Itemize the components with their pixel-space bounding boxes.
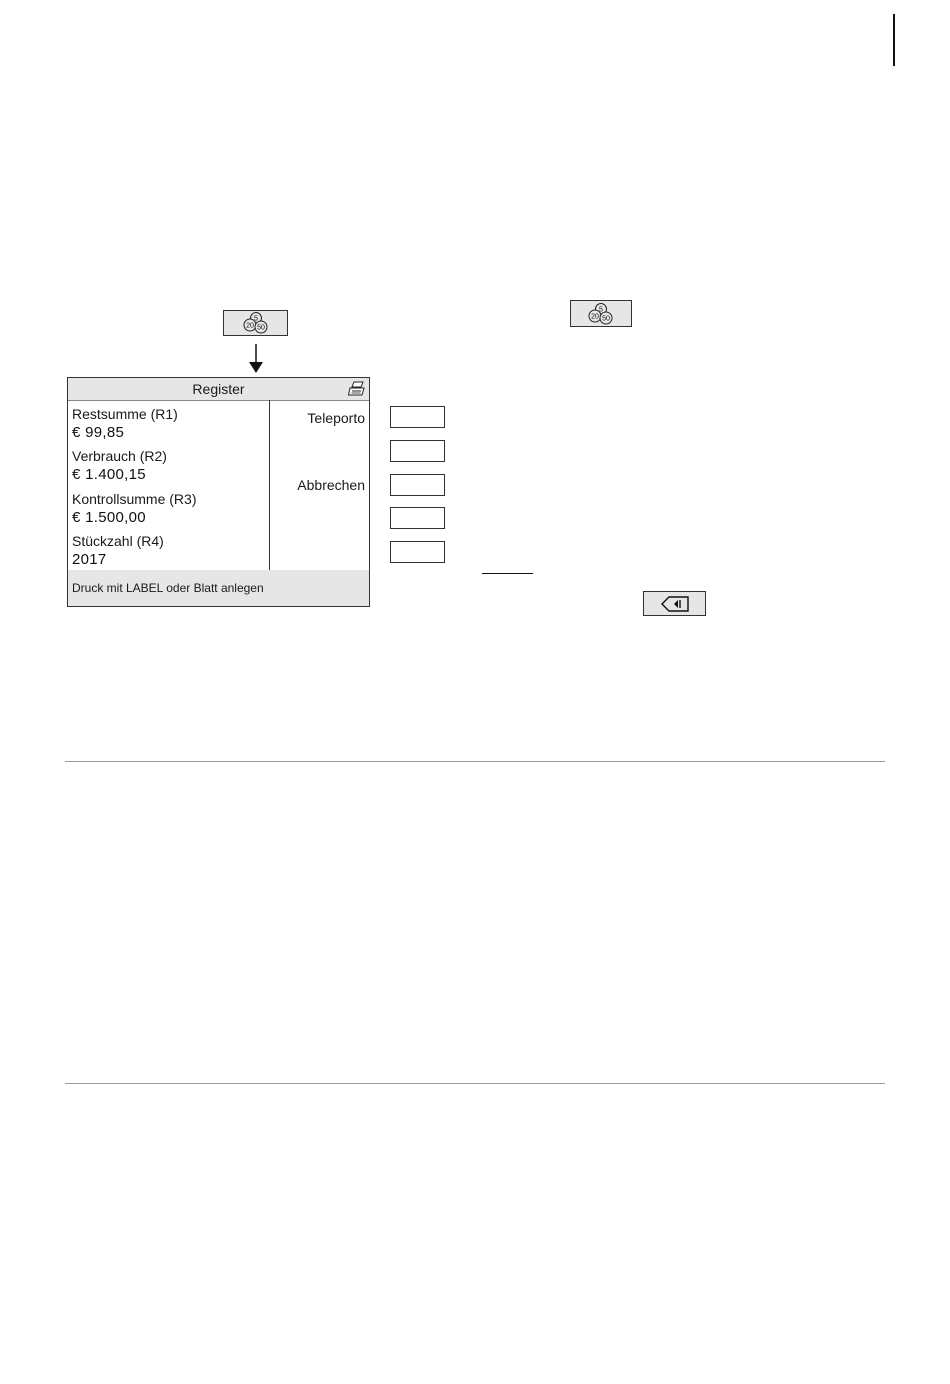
down-arrow-icon (248, 344, 264, 374)
printer-icon (348, 381, 366, 397)
register-value-r3: € 1.500,00 (72, 509, 146, 526)
svg-text:5: 5 (599, 306, 603, 313)
margin-marker (893, 14, 895, 66)
svg-text:5: 5 (253, 315, 258, 323)
backspace-icon (660, 596, 690, 612)
register-value-r4: 2017 (72, 551, 107, 568)
register-label-r3: Kontrollsumme (R3) (72, 491, 197, 507)
display-title: Register (192, 381, 245, 397)
softkey-label-abbrechen: Abbrechen (297, 477, 365, 493)
display-header (68, 378, 369, 401)
display-divider (269, 400, 270, 571)
svg-text:20: 20 (245, 322, 254, 330)
softkey-label-teleporto: Teleporto (307, 410, 365, 426)
coins-icon (241, 311, 271, 335)
softkey-button-4[interactable] (390, 507, 445, 529)
section-divider (65, 1083, 885, 1084)
softkey-button-1[interactable] (390, 406, 445, 428)
softkey-button-3[interactable] (390, 474, 445, 496)
back-key-button[interactable] (643, 591, 706, 616)
svg-text:50: 50 (256, 324, 265, 332)
register-display (67, 377, 370, 607)
register-label-r2: Verbrauch (R2) (72, 448, 167, 464)
footer-hint: Druck mit LABEL oder Blatt anlegen (72, 581, 264, 595)
register-value-r2: € 1.400,15 (72, 466, 146, 483)
svg-text:20: 20 (591, 313, 599, 320)
softkey-button-2[interactable] (390, 440, 445, 462)
display-footer (68, 570, 369, 606)
coins-key-button[interactable] (223, 310, 288, 336)
svg-text:50: 50 (602, 315, 610, 322)
underline-mark (482, 573, 533, 574)
section-divider (65, 761, 885, 762)
coins-icon (586, 302, 616, 326)
register-label-r4: Stückzahl (R4) (72, 533, 164, 549)
softkey-button-5[interactable] (390, 541, 445, 563)
coins-key-button[interactable] (570, 300, 632, 327)
register-label-r1: Restsumme (R1) (72, 406, 178, 422)
register-value-r1: € 99,85 (72, 424, 125, 441)
